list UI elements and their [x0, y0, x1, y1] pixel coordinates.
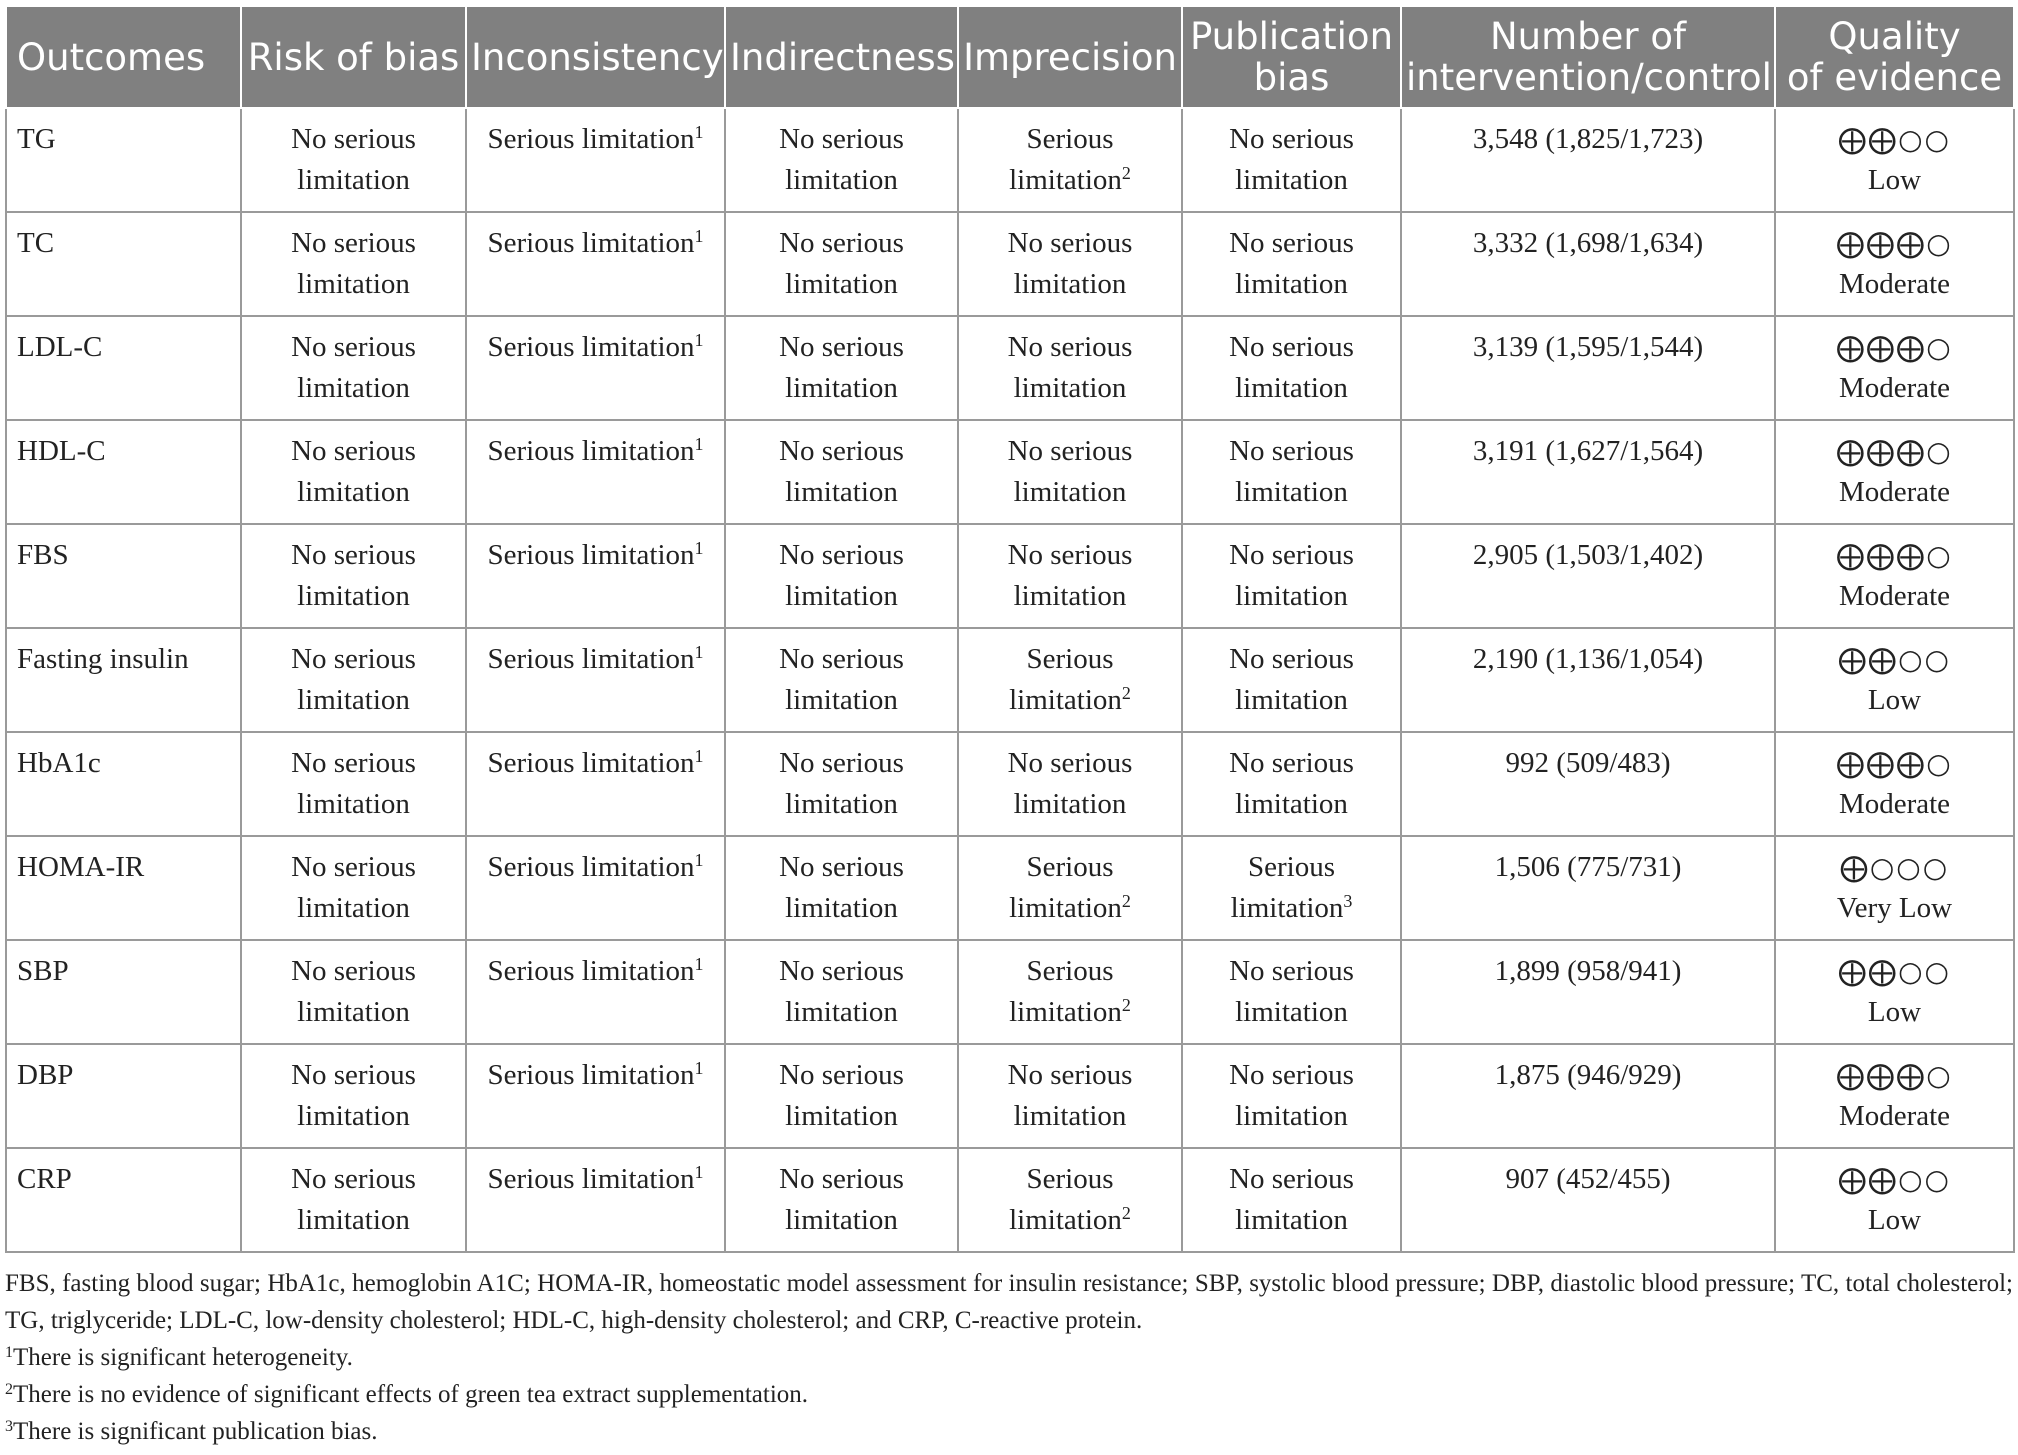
cell-line: limitation: [785, 1100, 898, 1132]
cell-imprecision: [958, 732, 1182, 836]
cell-line: Serious: [1248, 851, 1335, 883]
cell-outcome: FBS: [6, 524, 241, 628]
cell-quality: [1775, 212, 2014, 316]
empty-circle-icon: ○: [1922, 851, 1950, 884]
header-outcomes: Outcomes: [6, 6, 241, 108]
cell-inconsistency: [466, 732, 725, 836]
cell-line: No serious: [779, 539, 904, 571]
cell-line: No serious: [291, 851, 416, 883]
quality-label: Low: [1867, 164, 1922, 196]
cell-line: limitation: [1013, 1100, 1127, 1132]
cell-inconsistency: [466, 940, 725, 1044]
cell-line: limitation: [1235, 1204, 1348, 1236]
circle-plus-icon: ⨁: [1896, 227, 1927, 260]
cell-line: limitation: [785, 684, 898, 716]
empty-circle-icon: ○: [1869, 851, 1897, 884]
footnote-mark: 1: [694, 434, 704, 454]
cell-indirectness: [725, 524, 958, 628]
cell-line: limitation: [297, 580, 410, 612]
cell-indirectness: [725, 732, 958, 836]
empty-circle-icon: ○: [1924, 123, 1951, 156]
cell-text: Serious limitation: [487, 539, 695, 571]
empty-circle-icon: ○: [1898, 1163, 1925, 1196]
cell-imprecision: [958, 316, 1182, 420]
footnote-mark: 1: [694, 1058, 704, 1078]
empty-circle-icon: ○: [1926, 747, 1953, 780]
table-row: [6, 524, 2014, 628]
cell-line: limitation: [297, 164, 410, 196]
table-row: [6, 420, 2014, 524]
cell-line: No serious: [1229, 747, 1354, 779]
cell-risk-of-bias: [241, 420, 466, 524]
cell-risk-of-bias: [241, 940, 466, 1044]
cell-line: limitation: [1013, 372, 1127, 404]
cell-outcome: SBP: [6, 940, 241, 1044]
cell-number: 1,506 (775/731): [1401, 836, 1775, 940]
cell-line: No serious: [779, 123, 904, 155]
header-imprecision: Imprecision: [958, 6, 1182, 108]
cell-line: limitation: [1009, 892, 1122, 924]
empty-circle-icon: ○: [1898, 955, 1925, 988]
cell-text: Serious limitation: [487, 331, 695, 363]
cell-quality: [1775, 524, 2014, 628]
cell-imprecision: [958, 940, 1182, 1044]
quality-symbols: [1784, 639, 2005, 680]
cell-risk-of-bias: [241, 836, 466, 940]
cell-indirectness: [725, 628, 958, 732]
circle-plus-icon: ⨁: [1836, 747, 1867, 780]
cell-imprecision: [958, 836, 1182, 940]
cell-line: limitation: [785, 164, 898, 196]
cell-line: No serious: [291, 747, 416, 779]
quality-symbols: [1784, 535, 2005, 576]
footnote-mark: 3: [1343, 891, 1353, 911]
footnote-mark: 1: [694, 122, 704, 142]
circle-plus-icon: ⨁: [1866, 747, 1897, 780]
cell-line: No serious: [1229, 123, 1354, 155]
quality-symbols: [1784, 847, 2005, 888]
circle-plus-icon: ⨁: [1896, 331, 1927, 364]
header-publication-bias: Publication bias: [1182, 6, 1401, 108]
footnote-mark: 1: [694, 746, 704, 766]
table-body: [6, 108, 2014, 1252]
circle-plus-icon: ⨁: [1896, 435, 1927, 468]
table-row: [6, 108, 2014, 212]
cell-inconsistency: [466, 212, 725, 316]
cell-line: limitation: [1235, 996, 1348, 1028]
quality-symbols: [1784, 119, 2005, 160]
cell-number: 1,875 (946/929): [1401, 1044, 1775, 1148]
cell-line: limitation: [1013, 788, 1127, 820]
empty-circle-icon: ○: [1926, 227, 1953, 260]
cell-quality: [1775, 940, 2014, 1044]
quality-symbols: [1784, 1055, 2005, 1096]
cell-imprecision: [958, 420, 1182, 524]
quality-label: Moderate: [1838, 476, 1951, 508]
cell-risk-of-bias: [241, 524, 466, 628]
cell-line: No serious: [1229, 331, 1354, 363]
cell-line: limitation: [1013, 580, 1127, 612]
cell-line: No serious: [291, 1163, 416, 1195]
cell-line: limitation: [785, 996, 898, 1028]
cell-publication-bias: [1182, 108, 1401, 212]
cell-quality: [1775, 628, 2014, 732]
cell-text: Serious limitation: [487, 955, 695, 987]
cell-imprecision: [958, 524, 1182, 628]
cell-outcome: TG: [6, 108, 241, 212]
cell-publication-bias: [1182, 316, 1401, 420]
cell-line: limitation: [297, 1100, 410, 1132]
cell-inconsistency: [466, 108, 725, 212]
footnote-mark: 2: [1121, 683, 1131, 703]
cell-publication-bias: [1182, 732, 1401, 836]
cell-line: limitation: [297, 892, 410, 924]
cell-text: Serious limitation: [487, 747, 695, 779]
cell-line: No serious: [291, 955, 416, 987]
footnote-mark: 1: [694, 954, 704, 974]
circle-plus-icon: ⨁: [1838, 643, 1869, 676]
table-row: [6, 940, 2014, 1044]
cell-line: limitation: [785, 892, 898, 924]
empty-circle-icon: ○: [1896, 851, 1923, 884]
circle-plus-icon: ⨁: [1836, 435, 1867, 468]
cell-line: No serious: [1229, 227, 1354, 259]
empty-circle-icon: ○: [1926, 539, 1953, 572]
quality-label: Very Low: [1836, 892, 1953, 924]
header-inconsistency: Inconsistency: [466, 6, 725, 108]
circle-plus-icon: ⨁: [1838, 123, 1869, 156]
circle-plus-icon: ⨁: [1896, 539, 1927, 572]
cell-inconsistency: [466, 524, 725, 628]
cell-quality: [1775, 732, 2014, 836]
cell-inconsistency: [466, 836, 725, 940]
cell-risk-of-bias: [241, 316, 466, 420]
footnote-mark: 1: [694, 330, 704, 350]
cell-quality: [1775, 1044, 2014, 1148]
footnote-mark: 2: [1121, 1203, 1131, 1223]
cell-publication-bias: [1182, 1148, 1401, 1252]
cell-line: Serious: [1026, 955, 1114, 987]
circle-plus-icon: ⨁: [1838, 1163, 1869, 1196]
cell-line: No serious: [291, 643, 416, 675]
cell-imprecision: [958, 628, 1182, 732]
cell-line: limitation: [1235, 788, 1348, 820]
cell-number: 907 (452/455): [1401, 1148, 1775, 1252]
cell-line: limitation: [1013, 476, 1127, 508]
cell-indirectness: [725, 836, 958, 940]
circle-plus-icon: ⨁: [1868, 955, 1899, 988]
cell-line: No serious: [1229, 539, 1354, 571]
cell-indirectness: [725, 212, 958, 316]
cell-indirectness: [725, 1148, 958, 1252]
cell-number: 3,548 (1,825/1,723): [1401, 108, 1775, 212]
cell-number: 3,191 (1,627/1,564): [1401, 420, 1775, 524]
quality-label: Moderate: [1838, 268, 1951, 300]
footnote-mark: 2: [1121, 891, 1131, 911]
quality-symbols: [1784, 743, 2005, 784]
circle-plus-icon: ⨁: [1836, 1059, 1867, 1092]
grade-evidence-table-container: [5, 5, 2013, 1450]
cell-line: No serious: [1229, 1059, 1354, 1091]
cell-quality: [1775, 1148, 2014, 1252]
table-row: [6, 732, 2014, 836]
cell-line: limitation: [1235, 476, 1348, 508]
quality-label: Low: [1867, 684, 1922, 716]
cell-line: limitation: [785, 372, 898, 404]
cell-line: limitation: [297, 268, 410, 300]
table-row: [6, 628, 2014, 732]
cell-text: Serious limitation: [487, 851, 695, 883]
cell-inconsistency: [466, 420, 725, 524]
cell-outcome: HOMA-IR: [6, 836, 241, 940]
empty-circle-icon: ○: [1924, 955, 1951, 988]
cell-text: Serious limitation: [487, 123, 695, 155]
cell-line: No serious: [1007, 227, 1133, 259]
circle-plus-icon: ⨁: [1868, 643, 1899, 676]
circle-plus-icon: ⨁: [1866, 435, 1897, 468]
cell-line: limitation: [1235, 1100, 1348, 1132]
cell-imprecision: [958, 212, 1182, 316]
header-indirectness: Indirectness: [725, 6, 958, 108]
cell-line: No serious: [779, 643, 904, 675]
cell-line: limitation: [297, 788, 410, 820]
cell-inconsistency: [466, 1044, 725, 1148]
cell-publication-bias: [1182, 1044, 1401, 1148]
footnote-mark: 1: [694, 226, 704, 246]
empty-circle-icon: ○: [1926, 1059, 1953, 1092]
empty-circle-icon: ○: [1898, 643, 1925, 676]
cell-line: No serious: [291, 331, 416, 363]
cell-indirectness: [725, 108, 958, 212]
cell-outcome: LDL-C: [6, 316, 241, 420]
circle-plus-icon: ⨁: [1866, 331, 1897, 364]
quality-label: Moderate: [1838, 788, 1951, 820]
cell-number: 2,190 (1,136/1,054): [1401, 628, 1775, 732]
empty-circle-icon: ○: [1926, 435, 1953, 468]
cell-line: limitation: [1009, 164, 1122, 196]
cell-quality: [1775, 108, 2014, 212]
cell-line: No serious: [291, 539, 416, 571]
cell-line: limitation: [1235, 268, 1348, 300]
cell-line: Serious: [1026, 1163, 1114, 1195]
cell-line: limitation: [1009, 1204, 1122, 1236]
cell-number: 3,139 (1,595/1,544): [1401, 316, 1775, 420]
cell-line: limitation: [1013, 268, 1127, 300]
cell-line: No serious: [779, 435, 904, 467]
table-notes: [5, 1265, 2013, 1450]
cell-outcome: HDL-C: [6, 420, 241, 524]
cell-line: No serious: [291, 435, 416, 467]
header-number: Number of intervention/control: [1401, 6, 1775, 108]
cell-publication-bias: [1182, 524, 1401, 628]
circle-plus-icon: ⨁: [1896, 1059, 1927, 1092]
quality-symbols: [1784, 1159, 2005, 1200]
cell-text: Serious limitation: [487, 227, 695, 259]
quality-symbols: [1784, 431, 2005, 472]
cell-inconsistency: [466, 1148, 725, 1252]
cell-quality: [1775, 420, 2014, 524]
cell-outcome: HbA1c: [6, 732, 241, 836]
header-risk-of-bias: Risk of bias: [241, 6, 466, 108]
cell-imprecision: [958, 1148, 1182, 1252]
table-row: [6, 1044, 2014, 1148]
abbreviations-note: FBS, fasting blood sugar; HbA1c, hemoglobin A1C; HOMA-IR, homeostatic model assessment for insulin resistance; SBP, systolic blood pressure; DBP, diastolic blood pressure; TC, total cholesterol; TG, triglyceride; LDL-C, low-density cholesterol; HDL-C, high-density cholesterol; and CRP, C-reactive protein.: [5, 1270, 2013, 1334]
cell-risk-of-bias: [241, 1148, 466, 1252]
cell-line: limitation: [1235, 372, 1348, 404]
cell-line: limitation: [1009, 996, 1122, 1028]
cell-line: limitation: [1230, 892, 1344, 924]
circle-plus-icon: ⨁: [1896, 747, 1927, 780]
cell-line: No serious: [779, 331, 904, 363]
quality-label: Moderate: [1838, 372, 1951, 404]
grade-evidence-table: [5, 5, 2015, 1253]
cell-quality: [1775, 316, 2014, 420]
footnote-mark: 1: [694, 1162, 704, 1182]
cell-line: limitation: [1235, 580, 1348, 612]
cell-text: Serious limitation: [487, 435, 695, 467]
circle-plus-icon: ⨁: [1836, 331, 1867, 364]
cell-publication-bias: [1182, 628, 1401, 732]
cell-line: limitation: [297, 996, 410, 1028]
circle-plus-icon: ⨁: [1866, 1059, 1897, 1092]
cell-line: No serious: [1007, 331, 1133, 363]
table-row: [6, 836, 2014, 940]
empty-circle-icon: ○: [1924, 643, 1951, 676]
footnote-2: $^2$There is no evidence of significant effects of green tea extract supplementation.: [5, 1381, 809, 1408]
cell-risk-of-bias: [241, 212, 466, 316]
cell-publication-bias: [1182, 212, 1401, 316]
footnote-mark: 1: [694, 538, 704, 558]
cell-line: No serious: [1007, 747, 1133, 779]
circle-plus-icon: ⨁: [1838, 955, 1869, 988]
cell-line: limitation: [1009, 684, 1122, 716]
cell-risk-of-bias: [241, 628, 466, 732]
footnote-mark: 1: [694, 850, 704, 870]
circle-plus-icon: ⨁: [1836, 539, 1867, 572]
circle-plus-icon: ⨁: [1839, 851, 1870, 884]
cell-risk-of-bias: [241, 732, 466, 836]
cell-line: limitation: [785, 580, 898, 612]
empty-circle-icon: ○: [1924, 1163, 1951, 1196]
cell-outcome: CRP: [6, 1148, 241, 1252]
cell-line: No serious: [779, 227, 904, 259]
cell-line: Serious: [1026, 851, 1114, 883]
cell-text: Serious limitation: [487, 1163, 695, 1195]
cell-risk-of-bias: [241, 108, 466, 212]
cell-line: No serious: [779, 1163, 904, 1195]
cell-line: No serious: [1229, 955, 1354, 987]
footnote-mark: 1: [694, 642, 704, 662]
cell-outcome: Fasting insulin: [6, 628, 241, 732]
quality-symbols: [1784, 327, 2005, 368]
cell-indirectness: [725, 420, 958, 524]
cell-line: No serious: [291, 227, 416, 259]
footnote-mark: 2: [1121, 995, 1131, 1015]
cell-quality: [1775, 836, 2014, 940]
cell-publication-bias: [1182, 420, 1401, 524]
footnote-mark: 2: [1121, 163, 1131, 183]
cell-number: 1,899 (958/941): [1401, 940, 1775, 1044]
cell-number: 2,905 (1,503/1,402): [1401, 524, 1775, 628]
quality-symbols: [1784, 951, 2005, 992]
cell-line: No serious: [1229, 643, 1354, 675]
cell-line: No serious: [779, 747, 904, 779]
cell-line: No serious: [1007, 539, 1133, 571]
cell-line: limitation: [297, 372, 410, 404]
cell-line: limitation: [785, 1204, 898, 1236]
cell-publication-bias: [1182, 836, 1401, 940]
cell-line: limitation: [297, 476, 410, 508]
cell-outcome: TC: [6, 212, 241, 316]
circle-plus-icon: ⨁: [1868, 1163, 1899, 1196]
table-row: [6, 212, 2014, 316]
header-quality: Quality of evidence: [1775, 6, 2014, 108]
cell-line: No serious: [779, 955, 904, 987]
cell-risk-of-bias: [241, 1044, 466, 1148]
header-row: [6, 6, 2014, 108]
cell-line: limitation: [297, 684, 410, 716]
cell-line: limitation: [297, 1204, 410, 1236]
cell-line: limitation: [785, 476, 898, 508]
circle-plus-icon: ⨁: [1866, 227, 1897, 260]
empty-circle-icon: ○: [1898, 123, 1925, 156]
cell-text: Serious limitation: [487, 1059, 695, 1091]
quality-label: Low: [1867, 996, 1922, 1028]
cell-line: No serious: [779, 851, 904, 883]
cell-line: No serious: [1229, 1163, 1354, 1195]
cell-imprecision: [958, 108, 1182, 212]
empty-circle-icon: ○: [1926, 331, 1953, 364]
cell-outcome: DBP: [6, 1044, 241, 1148]
circle-plus-icon: ⨁: [1836, 227, 1867, 260]
quality-symbols: [1784, 223, 2005, 264]
cell-line: No serious: [291, 123, 416, 155]
circle-plus-icon: ⨁: [1866, 539, 1897, 572]
table-row: [6, 1148, 2014, 1252]
quality-label: Moderate: [1838, 580, 1951, 612]
cell-indirectness: [725, 1044, 958, 1148]
cell-number: 3,332 (1,698/1,634): [1401, 212, 1775, 316]
cell-line: limitation: [1235, 684, 1348, 716]
cell-line: No serious: [291, 1059, 416, 1091]
cell-line: limitation: [785, 268, 898, 300]
cell-inconsistency: [466, 316, 725, 420]
table-row: [6, 316, 2014, 420]
quality-label: Moderate: [1838, 1100, 1951, 1132]
cell-line: No serious: [1007, 435, 1133, 467]
cell-indirectness: [725, 316, 958, 420]
cell-line: No serious: [1229, 435, 1354, 467]
cell-indirectness: [725, 940, 958, 1044]
cell-line: Serious: [1026, 643, 1114, 675]
footnote-3: $^3$There is significant publication bias.: [5, 1418, 378, 1445]
cell-line: No serious: [779, 1059, 904, 1091]
circle-plus-icon: ⨁: [1868, 123, 1899, 156]
cell-line: limitation: [785, 788, 898, 820]
cell-line: Serious: [1026, 123, 1114, 155]
cell-number: 992 (509/483): [1401, 732, 1775, 836]
cell-text: Serious limitation: [487, 643, 695, 675]
cell-line: No serious: [1007, 1059, 1133, 1091]
quality-label: Low: [1867, 1204, 1922, 1236]
cell-line: limitation: [1235, 164, 1348, 196]
cell-publication-bias: [1182, 940, 1401, 1044]
cell-imprecision: [958, 1044, 1182, 1148]
footnote-1: $^1$There is significant heterogeneity.: [5, 1344, 353, 1371]
cell-inconsistency: [466, 628, 725, 732]
